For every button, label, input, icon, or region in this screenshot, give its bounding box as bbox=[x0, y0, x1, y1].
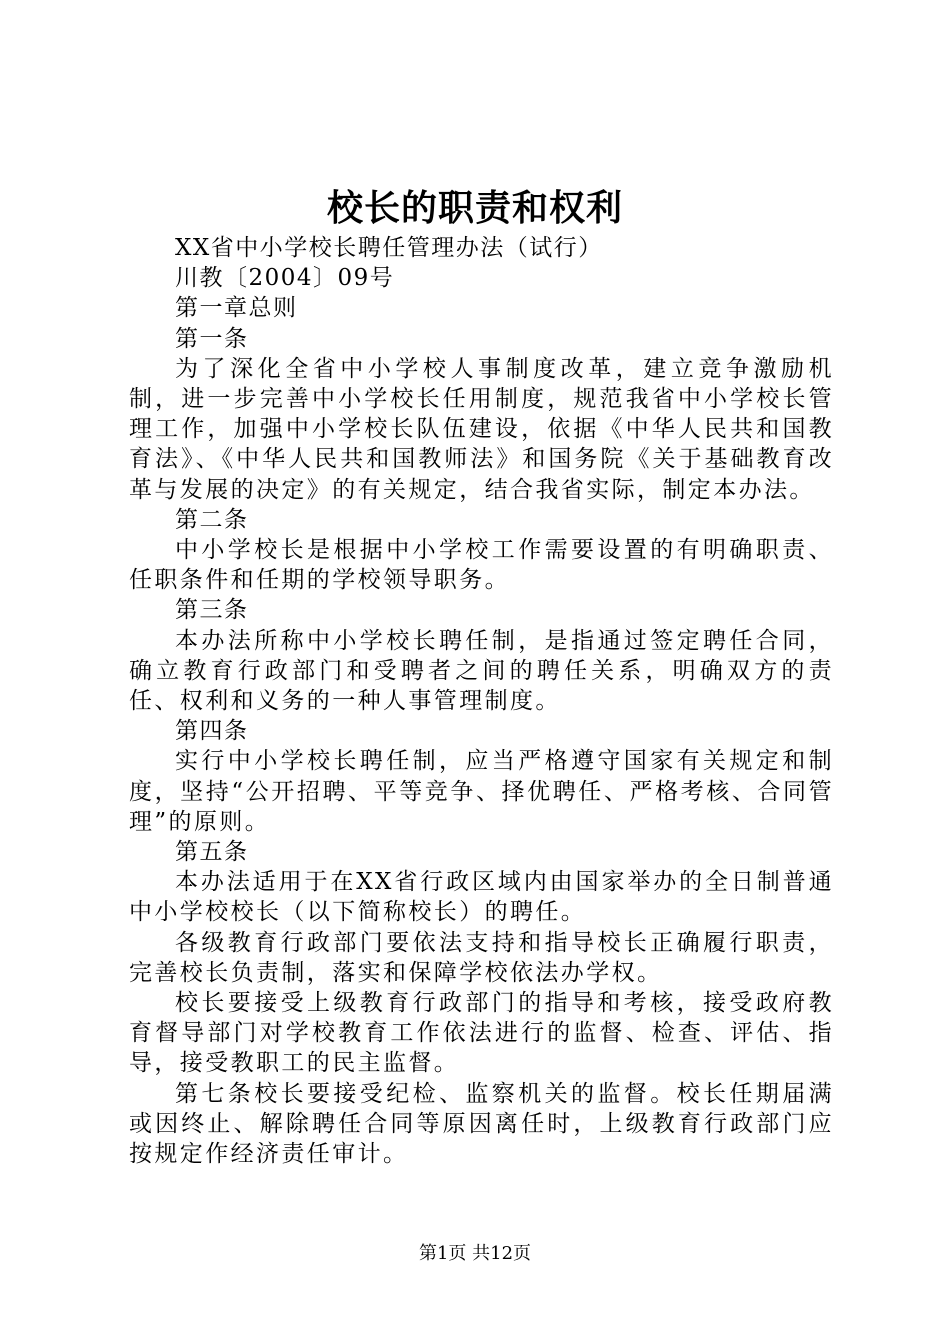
paragraph-article-3-body: 本办法所称中小学校长聘任制，是指通过签定聘任合同，确立教育行政部门和受聘者之间的聘任关系，明确双方的责任、权利和义务的一种人事管理制度。 bbox=[129, 627, 834, 715]
paragraph-support-duty: 各级教育行政部门要依法支持和指导校长正确履行职责，完善校长负责制，落实和保障学校依法办学权。 bbox=[129, 929, 834, 986]
paragraph-article-4-body: 实行中小学校长聘任制，应当严格遵守国家有关规定和制度，坚持“公开招聘、平等竞争、择优聘任、严格考核、合同管理”的原则。 bbox=[129, 748, 834, 835]
page-title: 校长的职责和权利 bbox=[326, 187, 623, 229]
paragraph-article-1-heading: 第一条 bbox=[175, 325, 249, 352]
paragraph-article-4-heading: 第四条 bbox=[175, 718, 249, 745]
paragraph-document-number: 川教〔2004〕09号 bbox=[175, 265, 395, 292]
paragraph-article-5-body: 本办法适用于在XX省行政区域内由国家举办的全日制普通中小学校校长（以下简称校长）的聘任。 bbox=[129, 869, 834, 926]
paragraph-article-5-heading: 第五条 bbox=[175, 839, 249, 866]
paragraph-article-2-heading: 第二条 bbox=[175, 506, 249, 533]
paragraph-article-2-body: 中小学校长是根据中小学校工作需要设置的有明确职责、任职条件和任期的学校领导职务。 bbox=[129, 537, 834, 594]
paragraph-supervision: 校长要接受上级教育行政部门的指导和考核，接受政府教育督导部门对学校教育工作依法进行的监督、检查、评估、指导，接受教职工的民主监督。 bbox=[129, 990, 834, 1077]
paragraph-chapter-heading: 第一章总则 bbox=[175, 295, 298, 322]
paragraph-article-3-heading: 第三条 bbox=[175, 597, 249, 624]
paragraph-article-7: 第七条校长要接受纪检、监察机关的监督。校长任期届满或因终止、解除聘任合同等原因离任时，上级教育行政部门应按规定作经济责任审计。 bbox=[129, 1080, 834, 1168]
paragraph-regulation-name: XX省中小学校长聘任管理办法（试行） bbox=[175, 235, 603, 261]
page-number-footer: 第1页 共12页 bbox=[418, 1243, 532, 1264]
paragraph-article-1-body: 为了深化全省中小学校人事制度改革，建立竞争激励机制，进一步完善中小学校长任用制度，规范我省中小学校长管理工作，加强中小学校长队伍建设，依据《中华人民共和国教育法》、《中华人民共和国教师法》和国务院《关于基础教育改革与发展的决定》的有关规定，结合我省实际，制定本办法。 bbox=[129, 355, 834, 503]
document-body bbox=[129, 233, 834, 1169]
